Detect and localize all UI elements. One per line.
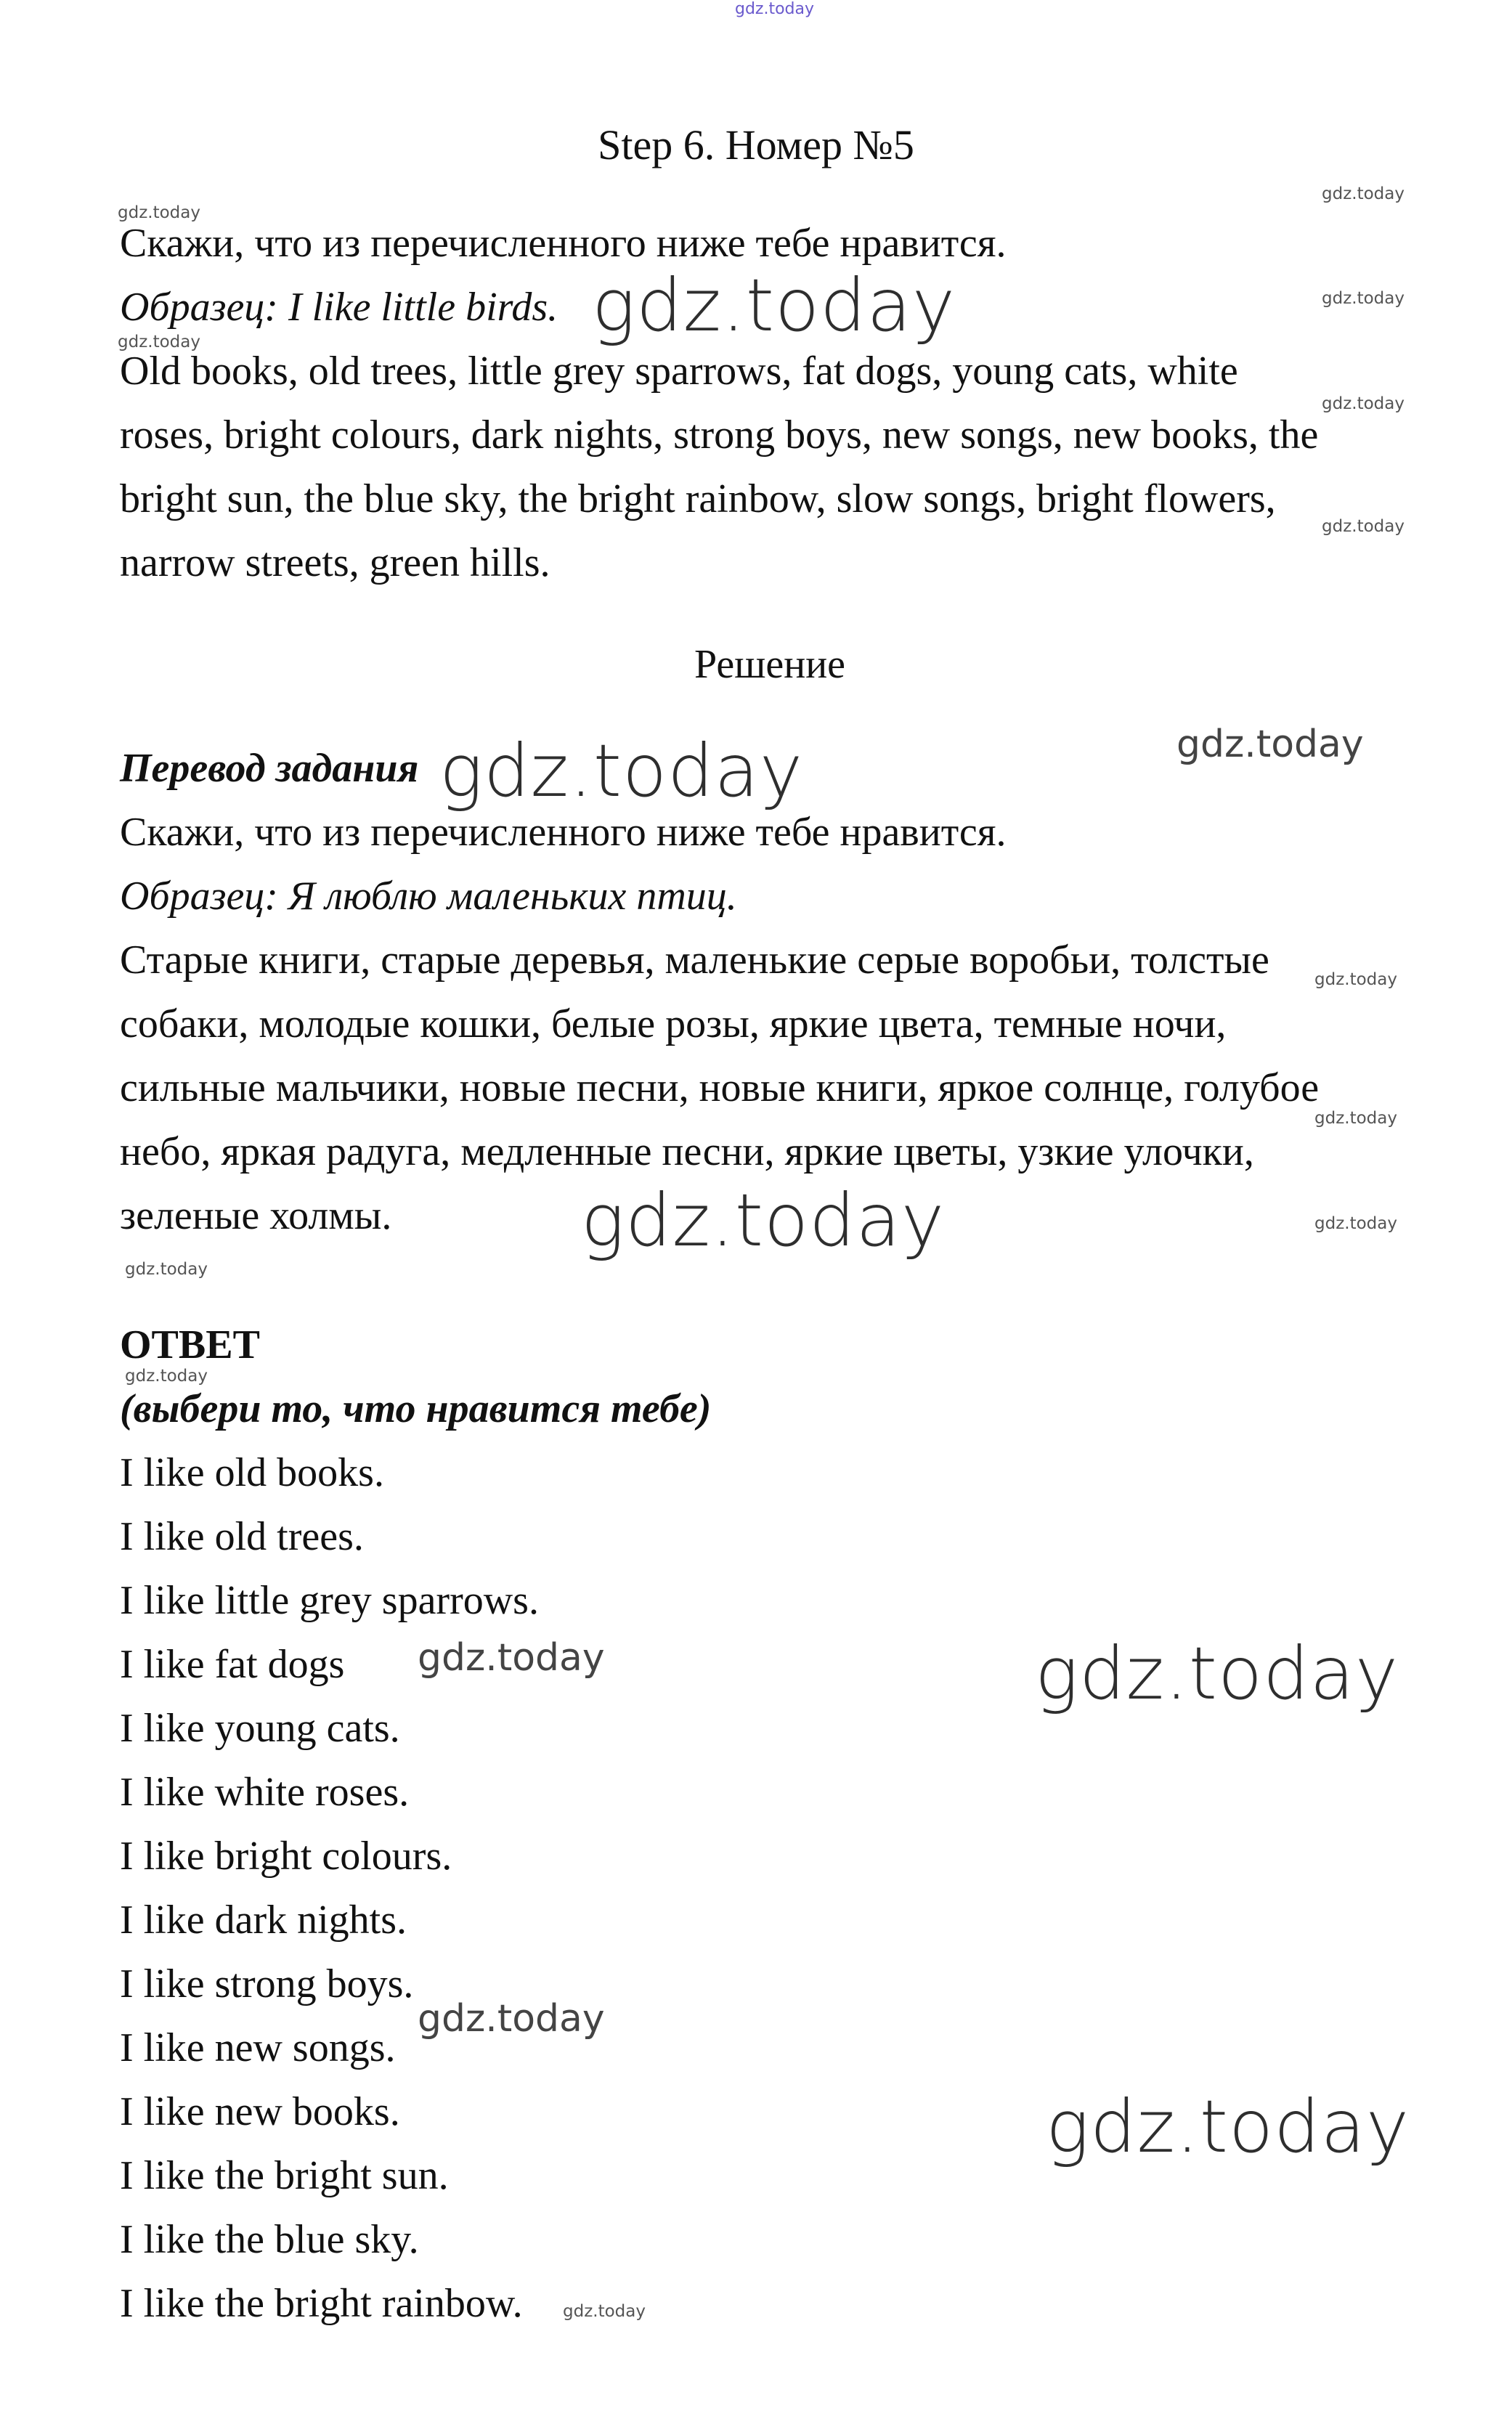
task-line-3: bright sun, the blue sky, the bright rainbow, slow songs, bright flowers, [120, 476, 1276, 521]
watermark: gdz.today [1322, 394, 1405, 413]
watermark: gdz.today [418, 1636, 605, 1680]
watermark: gdz.today [118, 203, 200, 222]
answer-line-4: I like fat dogs [120, 1642, 345, 1687]
translation-line-3: сильные мальчики, новые песни, новые книги, яркое солнце, голубое [120, 1065, 1320, 1110]
answer-line-3: I like little grey sparrows. [120, 1578, 539, 1623]
answer-line-14: I like the bright rainbow. [120, 2281, 523, 2326]
watermark: gdz.today [439, 728, 804, 813]
watermark: gdz.today [1314, 1109, 1397, 1128]
answer-heading: ОТВЕТ [120, 1322, 260, 1367]
watermark: gdz.today [1046, 2084, 1410, 2169]
watermark: gdz.today [418, 1997, 605, 2041]
translation-heading: Перевод задания [120, 746, 419, 791]
task-example: Образец: I like little birds. [120, 285, 558, 330]
watermark: gdz.today [735, 0, 815, 18]
solution-heading: Решение [694, 642, 846, 687]
answer-line-1: I like old books. [120, 1450, 384, 1495]
watermark: gdz.today [1322, 517, 1405, 536]
answer-line-12: I like the bright sun. [120, 2153, 449, 2198]
watermark: gdz.today [592, 263, 956, 348]
answer-line-13: I like the blue sky. [120, 2217, 419, 2262]
page-title: Step 6. Номер №5 [598, 121, 914, 168]
watermark: gdz.today [563, 2302, 646, 2321]
answer-line-2: I like old trees. [120, 1514, 364, 1559]
watermark: gdz.today [1176, 723, 1364, 766]
watermark: gdz.today [1035, 1631, 1399, 1716]
watermark: gdz.today [1314, 970, 1397, 989]
watermark: gdz.today [1314, 1214, 1397, 1233]
watermark: gdz.today [581, 1178, 946, 1263]
translation-example: Образец: Я люблю маленьких птиц. [120, 874, 737, 919]
translation-line-4: небо, яркая радуга, медленные песни, яркие цветы, узкие улочки, [120, 1129, 1254, 1174]
answer-line-11: I like new books. [120, 2089, 400, 2134]
answer-line-6: I like white roses. [120, 1770, 410, 1815]
answer-line-10: I like new songs. [120, 2025, 396, 2070]
task-line-1: Old books, old trees, little grey sparrows, fat dogs, young cats, white [120, 349, 1238, 394]
translation-line-5: зеленые холмы. [120, 1193, 392, 1238]
translation-instruction: Скажи, что из перечисленного ниже тебе нравится. [120, 810, 1007, 855]
translation-line-1: Старые книги, старые деревья, маленькие серые воробьи, толстые [120, 938, 1269, 983]
task-line-2: roses, bright colours, dark nights, strong boys, new songs, new books, the [120, 412, 1319, 457]
watermark: gdz.today [1322, 184, 1405, 203]
watermark: gdz.today [125, 1367, 208, 1386]
answer-line-9: I like strong boys. [120, 1961, 414, 2006]
answer-note: (выбери то, что нравится тебе) [120, 1386, 712, 1431]
watermark: gdz.today [118, 333, 200, 351]
answer-line-5: I like young cats. [120, 1706, 400, 1751]
task-instruction: Скажи, что из перечисленного ниже тебе нравится. [120, 221, 1007, 266]
answer-line-7: I like bright colours. [120, 1834, 452, 1879]
task-line-4: narrow streets, green hills. [120, 540, 550, 585]
watermark: gdz.today [1322, 289, 1405, 308]
answer-line-8: I like dark nights. [120, 1898, 407, 1943]
watermark: gdz.today [125, 1260, 208, 1279]
translation-line-2: собаки, молодые кошки, белые розы, яркие цвета, темные ночи, [120, 1001, 1227, 1046]
